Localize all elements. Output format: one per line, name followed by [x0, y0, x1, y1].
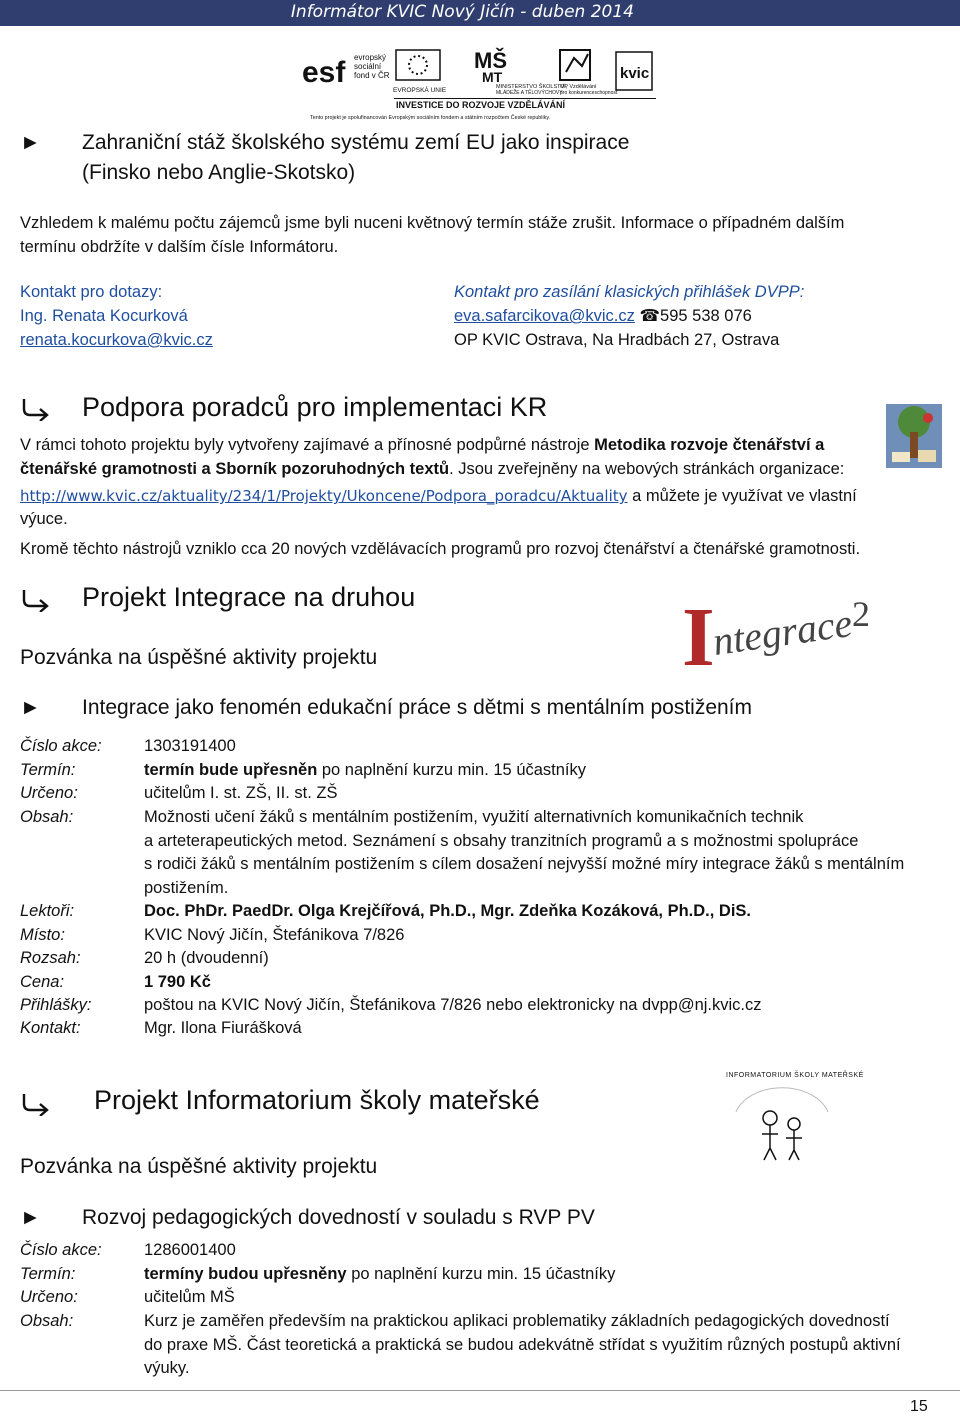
reading-tree-illustration [884, 402, 944, 470]
investice-caption: INVESTICE DO ROZVOJE VZDĚLÁVÁNÍ [396, 100, 566, 110]
integrace-logo-letter: I [682, 591, 715, 684]
contact-right-email[interactable]: eva.safarcikova@kvic.cz [454, 307, 635, 325]
label-kontakt: Kontakt: [20, 1019, 81, 1037]
section1-title-line2: (Finsko nebo Anglie-Skotsko) [82, 161, 356, 184]
value-cislo: 1286001400 [144, 1241, 236, 1259]
section2-p1-b: Metodika rozvoje čtenářství a [594, 436, 825, 454]
value-cena: 1 790 Kč [144, 973, 211, 991]
value-obsah-line3: s rodiči žáků s mentálním postižením s cílem dosažení nejvyšší možné míry integrace žáků s mentálním [144, 855, 905, 873]
section3-row-obsah [20, 805, 940, 829]
section3-row-cena [20, 970, 940, 994]
contact-right-label: Kontakt pro zasílání klasických přihlášek DVPP: [454, 283, 805, 301]
informatorium-logo [722, 1068, 864, 1164]
value-kontakt: Mgr. Ilona Fiurášková [144, 1019, 302, 1037]
integrace-logo-text: ntegrace [710, 599, 855, 664]
informatorium-figures [722, 1068, 864, 1164]
label-cislo: Číslo akce: [20, 1241, 102, 1259]
section2-p1-a: V rámci tohoto projektu byly vytvořeny zajímavé a přínosné podpůrné nástroje [20, 436, 595, 454]
section2-p1-d: . Jsou zveřejněny na webových stránkách organizace: [449, 460, 845, 478]
section3-row-rozsah [20, 946, 940, 970]
section2-url[interactable]: http://www.kvic.cz/aktuality/234/1/Projekty/Ukoncene/Podpora_poradcu/Aktuality [20, 487, 628, 505]
section3-row-termin [20, 758, 940, 782]
footer-divider [0, 1390, 960, 1391]
value-termin [144, 758, 586, 782]
svg-text:MT: MT [482, 69, 503, 85]
section3-title: Projekt Integrace na druhou [82, 582, 416, 612]
section3-course-title: Integrace jako fenomén edukační práce s dětmi s mentálním postižením [82, 696, 753, 719]
value-obsah-line2: a arteterapeutických metod. Seznámení s obsahy tranzitních programů a s možnostmi spolupráce [144, 832, 859, 850]
section1-title-line1: Zahraniční stáž školského systému zemí EU jako inspirace [82, 131, 630, 154]
section3-row-misto [20, 923, 940, 947]
section2-p1-line3 [20, 484, 857, 508]
section3-row-urceno [20, 781, 940, 805]
msmt-caption-1: MINISTERSTVO ŠKOLSTVÍ, [496, 84, 568, 90]
page-number: 15 [910, 1398, 928, 1415]
value-termin [144, 1262, 615, 1286]
contact-right-line [454, 304, 752, 328]
section3-row-cislo [20, 734, 940, 758]
section2-p1-e: a můžete je využívat ve vlastní [627, 487, 857, 505]
section3-bullet: ► [20, 696, 41, 719]
section2-p1-line2 [20, 457, 844, 481]
partner-logos [298, 44, 658, 122]
label-termin: Termín: [20, 761, 76, 779]
label-urceno: Určeno: [20, 784, 78, 802]
fine-print: Tento projekt je spolufinancován Evropským sociálním fondem a státním rozpočtem České republiky. [310, 115, 551, 121]
section3-row-lektori [20, 899, 940, 923]
section4-invitation: Pozvánka na úspěšné aktivity projektu [20, 1155, 378, 1178]
label-prihlasky: Přihlášky: [20, 996, 92, 1014]
value-urceno: učitelům I. st. ZŠ, II. st. ZŠ [144, 784, 338, 802]
section3-arrow-icon [18, 586, 52, 612]
section3-invitation: Pozvánka na úspěšné aktivity projektu [20, 646, 378, 669]
running-title: Informátor KVIC Nový Jičín - duben 2014 [290, 2, 634, 22]
kvic-logo [616, 52, 652, 90]
contact-left-name: Ing. Renata Kocurková [20, 307, 188, 325]
value-termin-rest: po naplnění kurzu min. 15 účastníky [346, 1265, 616, 1283]
msmt-caption-2: MLÁDEŽE A TĚLOVÝCHOVY [496, 90, 563, 96]
contact-left-label: Kontakt pro dotazy: [20, 283, 163, 301]
integrace-logo [676, 591, 886, 686]
section2-arrow-icon [18, 395, 52, 421]
kvic-logo-text: kvic [620, 65, 650, 82]
label-termin: Termín: [20, 1265, 76, 1283]
value-cislo: 1303191400 [144, 737, 236, 755]
phone-icon: ☎ [639, 307, 661, 325]
esf-caption-2: sociální [354, 62, 382, 71]
svg-text:MŠ: MŠ [474, 48, 507, 73]
section4-row-termin [20, 1262, 940, 1286]
section4-arrow-icon [18, 1090, 52, 1116]
section4-bullet: ► [20, 1206, 41, 1229]
value-termin-rest: po naplnění kurzu min. 15 účastníky [317, 761, 587, 779]
label-urceno: Určeno: [20, 1288, 78, 1306]
section2-title: Podpora poradců pro implementaci KR [82, 392, 548, 422]
informatorium-logo-text: INFORMATORIUM ŠKOLY MATEŘSKÉ [726, 1072, 864, 1079]
value-obsah-line1: Možnosti učení žáků s mentálním postižením, využití alternativních komunikačních technik [144, 808, 804, 826]
section4-obsah-line2: do praxe MŠ. Část teoretická a praktická se budou adekvátně střídat s využitím různých postupů aktivní [144, 1336, 901, 1354]
esf-caption-3: fond v ČR [354, 71, 390, 80]
section4-row-obsah [20, 1309, 940, 1333]
section2-p1-f: výuce. [20, 510, 68, 528]
op-vk-logo [560, 50, 618, 96]
section4-row-cislo [20, 1238, 940, 1262]
op-caption-1: OP Vzdělávání [560, 84, 597, 90]
label-misto: Místo: [20, 926, 65, 944]
eu-flag-logo [393, 50, 447, 94]
section3-row-kontakt [20, 1016, 940, 1040]
section3-row-prihlasky [20, 993, 940, 1017]
value-obsah-line1: Kurz je zaměřen především na praktickou aplikaci problematiky základních pedagogických dovedností [144, 1312, 890, 1330]
value-termin-bold: termín bude upřesněn [144, 761, 318, 779]
value-prihlasky: poštou na KVIC Nový Jičín, Štefánikova 7/826 nebo elektronicky na dvpp@nj.kvic.cz [144, 996, 762, 1014]
label-lektori: Lektoři: [20, 902, 75, 920]
contact-right-address: OP KVIC Ostrava, Na Hradbách 27, Ostrava [454, 331, 780, 349]
section4-title: Projekt Informatorium školy mateřské [94, 1085, 540, 1115]
eu-caption: EVROPSKÁ UNIE [393, 87, 447, 94]
section4-obsah-line3: výuky. [144, 1359, 190, 1377]
esf-caption-1: evropský [354, 53, 387, 62]
section2-p1-line1 [20, 433, 824, 457]
section2-p2: Kromě těchto nástrojů vzniklo cca 20 nových vzdělávacích programů pro rozvoj čtenářství a čtenářské gramotnosti. [20, 540, 861, 558]
label-cislo: Číslo akce: [20, 737, 102, 755]
label-obsah: Obsah: [20, 1312, 74, 1330]
contact-left-email[interactable]: renata.kocurkova@kvic.cz [20, 331, 213, 349]
esf-logo-text: esf [302, 56, 346, 89]
op-caption-2: pro konkurenceschopnost [560, 90, 618, 96]
section2-p1-c: čtenářské gramotnosti a Sborník pozoruhodných textů [20, 460, 450, 478]
section4-row-urceno [20, 1285, 940, 1309]
value-urceno: učitelům MŠ [144, 1288, 235, 1306]
section1-body-line2: termínu obdržíte v dalším čísle Informátoru. [20, 238, 339, 256]
value-misto: KVIC Nový Jičín, Štefánikova 7/826 [144, 926, 405, 944]
running-header [0, 0, 960, 26]
esf-logo [300, 50, 390, 89]
label-obsah: Obsah: [20, 808, 74, 826]
value-lektori: Doc. PhDr. PaedDr. Olga Krejčířová, Ph.D., Mgr. Zdeňka Kozáková, Ph.D., DiS. [144, 902, 752, 920]
value-termin-bold: termíny budou upřesněny [144, 1265, 347, 1283]
label-rozsah: Rozsah: [20, 949, 81, 967]
integrace-logo-sup: 2 [852, 594, 870, 634]
value-rozsah: 20 h (dvoudenní) [144, 949, 269, 967]
contact-right-phone: 595 538 076 [660, 307, 752, 325]
value-obsah-line4: postižením. [144, 879, 229, 897]
section1-bullet: ► [20, 131, 41, 154]
msmt-logo [474, 48, 568, 96]
section1-body-line1: Vzhledem k malému počtu zájemců jsme byli nuceni květnový termín stáže zrušit. Informace o případném dalším [20, 214, 845, 232]
section4-course-title: Rozvoj pedagogických dovedností v souladu s RVP PV [82, 1206, 595, 1229]
label-cena: Cena: [20, 973, 65, 991]
